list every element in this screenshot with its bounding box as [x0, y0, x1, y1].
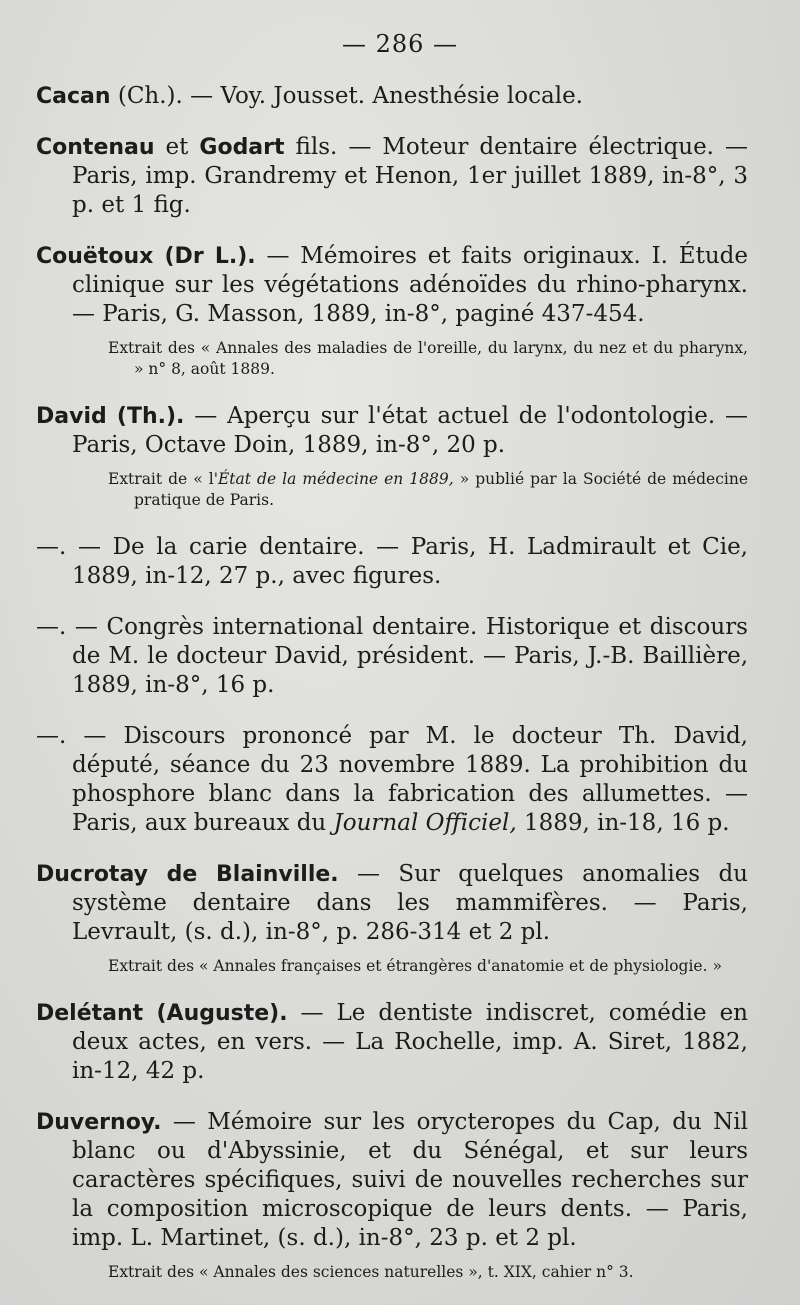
entry-author: Couëtoux (Dr L.). — [36, 244, 256, 269]
entry-text: —. — Congrès international dentaire. Historique et discours de M. le docteur David, président. — Paris, J.-B. Baillière, 1889, in-8°, 16 p. — [36, 614, 748, 698]
entry-text — [36, 860, 748, 947]
entry-note: Extrait des « Annales françaises et étrangères d'anatomie et de physiologie. » — [108, 957, 722, 975]
entry-citation: — Le dentiste indiscret, comédie en deux actes, en vers. — La Rochelle, imp. A. Siret, 1882, in-12, 42 p. — [72, 1000, 748, 1084]
entry-connector: et — [154, 134, 200, 160]
entry-ducrotay — [36, 860, 748, 977]
entry-citation: fils. — Moteur dentaire électrique. — Paris, imp. Grandremy et Henon, 1er juillet 1889, in-8°, 3 p. et 1 fig. — [72, 134, 748, 218]
entry-author: Duvernoy. — [36, 1110, 162, 1135]
entry-coauthor: Godart — [199, 135, 285, 160]
entry-couetoux — [36, 242, 748, 380]
note-part: » publié par la Société de médecine pratique de Paris. — [134, 470, 749, 509]
entry-citation: —. — Discours prononcé par M. le docteur Th. David, député, séance du 23 novembre 1889. La prohibition du phosphore blanc dans la fabrication des allumettes. — Paris, aux bureaux du — [36, 723, 748, 836]
entry-contenau — [36, 133, 748, 220]
entry-author: Cacan — [36, 84, 111, 109]
entry-citation: — Mémoire sur les orycteropes du Cap, du Nil blanc ou d'Abyssinie, et du Sénégal, et sur leurs caractères spécifiques, suivi de nouvelles recherches sur la composition microscopique de leurs dents. — Paris, imp. L. Martinet, (s. d.), in-8°, 23 p. et 2 pl. — [72, 1109, 748, 1251]
entry-text — [36, 242, 748, 329]
entry-text — [36, 402, 748, 460]
entry-text — [36, 722, 748, 838]
entry-text — [36, 82, 748, 111]
entry-text: —. — De la carie dentaire. — Paris, H. Ladmirault et Cie, 1889, in-12, 27 p., avec figures. — [36, 534, 748, 589]
entry-note — [108, 469, 748, 511]
entry-cacan — [36, 82, 748, 111]
entry-david-discours — [36, 722, 748, 838]
entry-note: Extrait des « Annales des sciences naturelles », t. XIX, cahier n° 3. — [108, 1263, 634, 1281]
entry-note: Extrait des « Annales des maladies de l'oreille, du larynx, du nez et du pharynx, » n° 8, août 1889. — [108, 339, 748, 378]
entry-deletant — [36, 999, 748, 1086]
entry-author: Ducrotay de Blainville. — [36, 862, 339, 887]
bibliography-list — [36, 82, 748, 1305]
entry-duvernoy — [36, 1108, 748, 1283]
page-number: — 286 — — [341, 30, 459, 58]
entry-citation: (Ch.). — Voy. Jousset. Anesthésie locale. — [110, 83, 583, 109]
entry-text — [36, 1108, 748, 1253]
entry-david-carie — [36, 533, 748, 591]
entry-citation: — Aperçu sur l'état actuel de l'odontologie. — Paris, Octave Doin, 1889, in-8°, 20 p. — [72, 403, 749, 458]
entry-author: Delétant (Auguste). — [36, 1001, 288, 1026]
entry-author: David (Th.). — [36, 404, 185, 429]
note-title: État de la médecine en 1889, — [217, 470, 454, 488]
entry-david — [36, 402, 748, 511]
note-part: Extrait de « l' — [108, 470, 218, 488]
entry-text — [36, 133, 748, 220]
entry-author: Contenau — [36, 135, 155, 160]
entry-citation: 1889, in-18, 16 p. — [516, 810, 730, 836]
entry-citation: — Sur quelques anomalies du système dentaire dans les mammifères. — Paris, Levrault, (s. d.), in-8°, p. 286-314 et 2 pl. — [72, 861, 748, 945]
entry-david-congres — [36, 613, 748, 700]
entry-citation: — Mémoires et faits originaux. I. Étude clinique sur les végétations adénoïdes du rhino-pharynx. — Paris, G. Masson, 1889, in-8°, paginé 437-454. — [72, 243, 748, 327]
entry-journal-title: Journal Officiel, — [333, 810, 517, 836]
entry-text — [36, 999, 748, 1086]
